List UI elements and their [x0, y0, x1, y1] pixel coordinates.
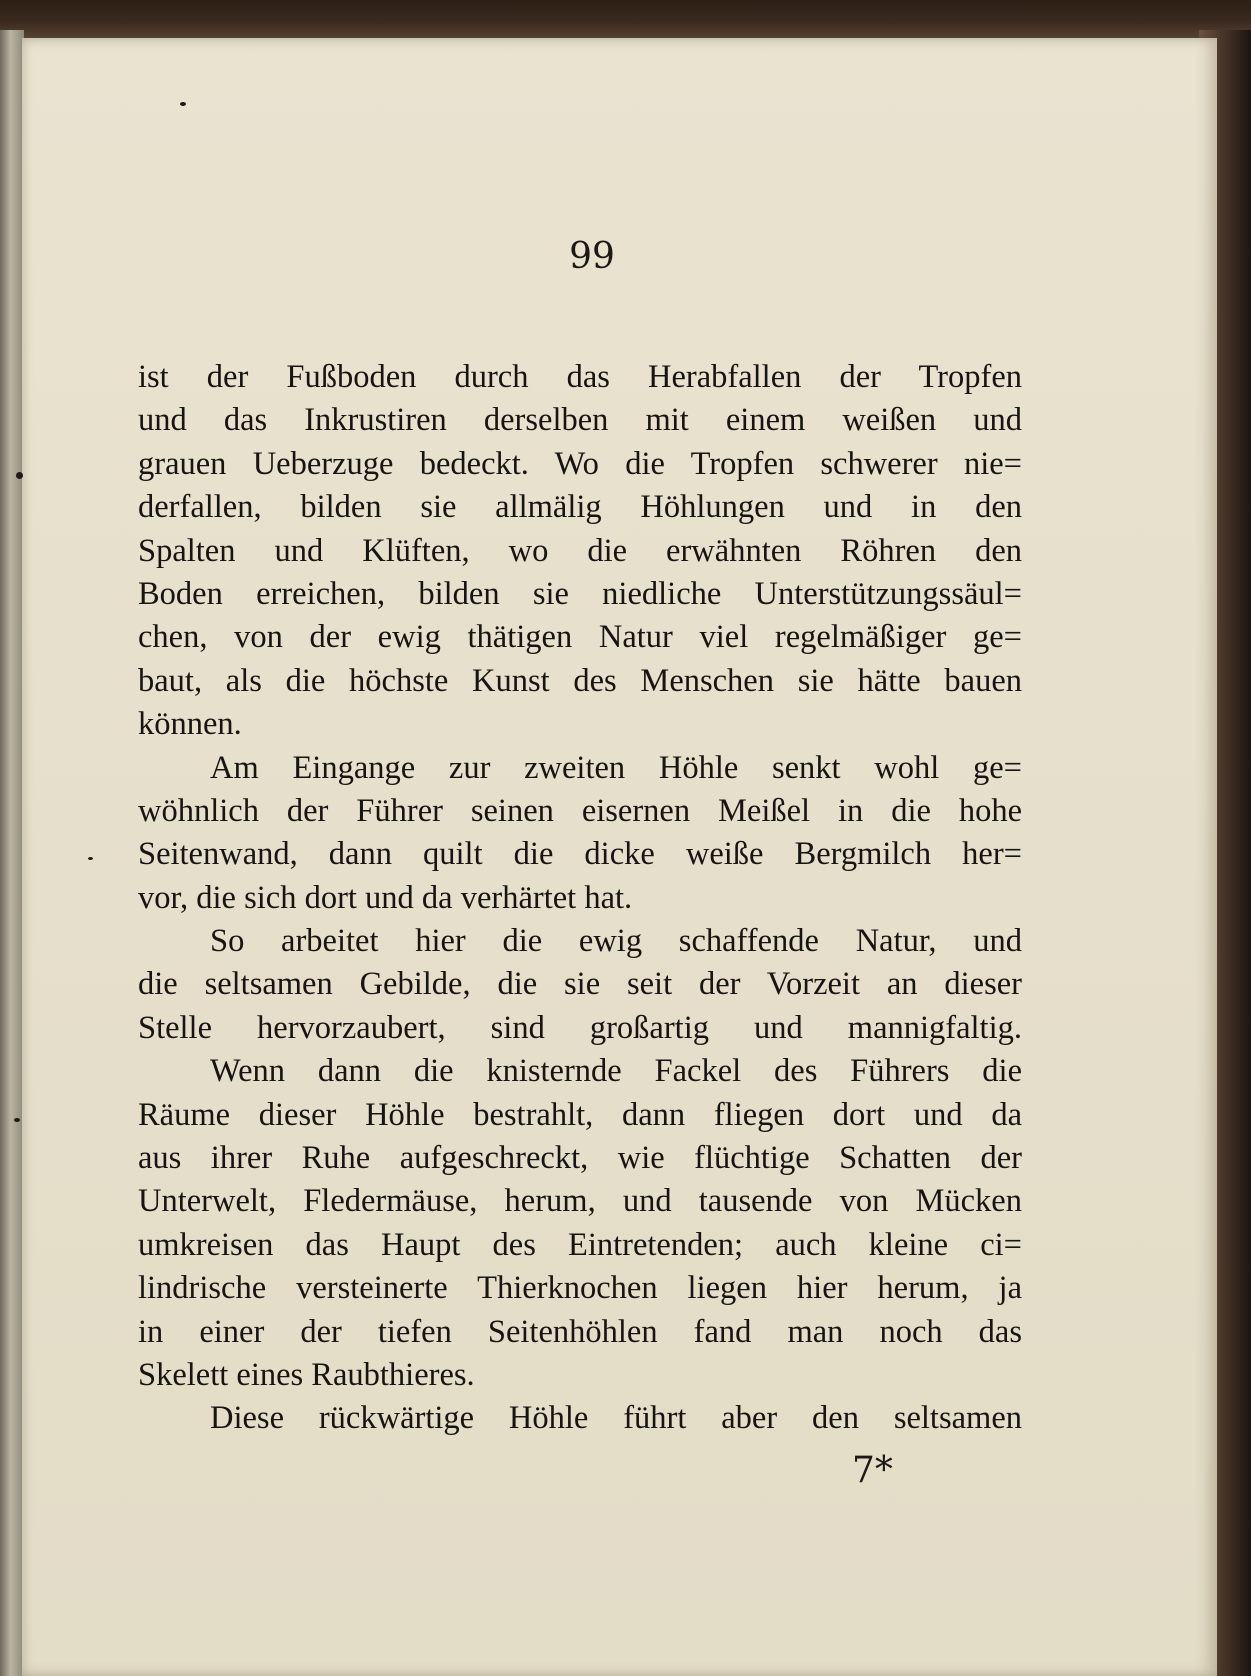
text-line: baut, als die höchste Kunst des Menschen sie hätte bauen — [138, 662, 1022, 699]
text-line: Diese rückwärtige Höhle führt aber den seltsamen — [210, 1400, 1022, 1437]
ink-speck — [88, 857, 93, 860]
text-line: Skelett eines Raubthieres. — [138, 1356, 475, 1393]
text-line: So arbeitet hier die ewig schaffende Natur, und — [210, 923, 1022, 960]
ink-speck — [180, 102, 186, 106]
text-line: Boden erreichen, bilden sie niedliche Unterstützungssäul= — [138, 575, 1022, 612]
text-line: und das Inkrustiren derselben mit einem weißen und — [138, 402, 1022, 439]
text-line: grauen Ueberzuge bedeckt. Wo die Tropfen schwerer nie= — [138, 445, 1022, 482]
book-page — [22, 38, 1217, 1676]
signature-mark: 7* — [852, 1450, 893, 1491]
text-line: derfallen, bilden sie allmälig Höhlungen und in den — [138, 489, 1022, 526]
text-line: lindrische versteinerte Thierknochen liegen hier herum, ja — [138, 1270, 1022, 1307]
body-text — [138, 356, 1022, 1441]
page-number: 99 — [569, 236, 615, 277]
text-line: in einer der tiefen Seitenhöhlen fand man noch das — [138, 1313, 1022, 1350]
text-line: Am Eingange zur zweiten Höhle senkt wohl ge= — [210, 749, 1022, 786]
text-line: Unterwelt, Fledermäuse, herum, und tausende von Mücken — [138, 1183, 1022, 1220]
text-line: Spalten und Klüften, wo die erwähnten Röhren den — [138, 532, 1022, 569]
text-line: vor, die sich dort und da verhärtet hat. — [138, 879, 633, 916]
text-line: Stelle hervorzaubert, sind großartig und mannigfaltig. — [138, 1009, 1022, 1046]
text-line: können. — [138, 706, 242, 743]
ink-speck — [16, 472, 23, 479]
text-line: aus ihrer Ruhe aufgeschreckt, wie flüchtige Schatten der — [138, 1140, 1022, 1177]
text-line: umkreisen das Haupt des Eintretenden; auch kleine ci= — [138, 1226, 1022, 1263]
text-line: ist der Fußboden durch das Herabfallen der Tropfen — [138, 359, 1022, 395]
text-line: die seltsamen Gebilde, die sie seit der Vorzeit an dieser — [138, 966, 1022, 1003]
text-line: chen, von der ewig thätigen Natur viel regelmäßiger ge= — [138, 619, 1022, 656]
ink-speck — [14, 1118, 20, 1122]
text-line: wöhnlich der Führer seinen eisernen Meißel in die hohe — [138, 792, 1022, 829]
book-cover-top-edge — [0, 0, 1251, 40]
text-line: Räume dieser Höhle bestrahlt, dann fliegen dort und da — [138, 1096, 1022, 1133]
text-line: Wenn dann die knisternde Fackel des Führers die — [210, 1053, 1022, 1090]
book-binding-left-edge — [0, 30, 24, 1676]
text-line: Seitenwand, dann quilt die dicke weiße Bergmilch her= — [138, 836, 1022, 873]
